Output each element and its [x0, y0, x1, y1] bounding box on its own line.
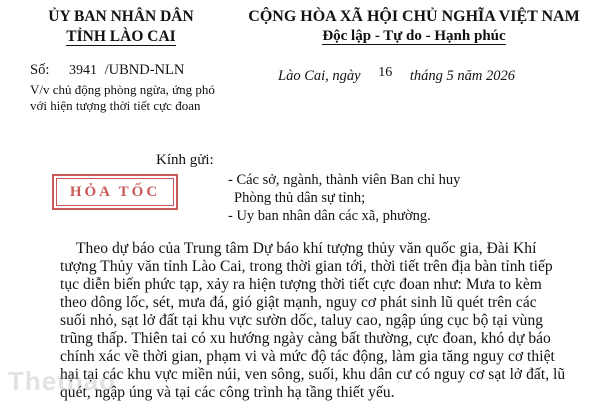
date-suffix: tháng 5 năm 2026: [409, 68, 515, 84]
number-value: 3941: [68, 63, 97, 78]
agency-province: TỈNH LÀO CAI: [66, 28, 176, 45]
body-line: theo dông lốc, sét, mưa đá, gió giật mạnh, nguy cơ phát sinh lũ quét trên các: [60, 294, 537, 311]
nation-motto: [228, 28, 600, 45]
recipient-item: - Các sở, ngành, thành viên Ban chỉ huy: [228, 172, 461, 188]
body-line: Theo dự báo của Trung tâm Dự báo khí tượng thủy văn quốc gia, Đài Khí: [76, 240, 537, 257]
body-line: quét, ngập úng và tại các công trình hạ tầng thiết yếu.: [60, 384, 395, 401]
urgent-stamp: HỎA TỐC: [52, 174, 178, 210]
body-line: tượng Thủy văn tỉnh Lào Cai, trong thời gian tới, thời tiết trên địa bàn tỉnh tiếp: [60, 258, 553, 275]
date-day: 16: [378, 65, 393, 80]
recipient-item-continued: Phòng thủ dân sự tỉnh;: [234, 190, 366, 206]
recipients-label: Kính gửi:: [156, 152, 214, 168]
document-number: [30, 62, 184, 79]
subject-line1: V/v chủ động phòng ngừa, ứng phó: [30, 82, 215, 97]
subject-line2: với hiện tượng thời tiết cực đoan: [30, 98, 201, 113]
body-line: hại tại các khu vực miền núi, ven sông, suối, khu dân cư có nguy cơ sạt lở đất, lũ: [60, 366, 566, 383]
agency-name-line2: [8, 28, 234, 46]
agency-name-line1: ỦY BAN NHÂN DÂN: [48, 8, 194, 25]
number-suffix: /UBND-NLN: [104, 62, 185, 78]
number-label: Số:: [30, 62, 50, 78]
motto-text: Độc lập - Tự do - Hạnh phúc: [322, 28, 506, 44]
issue-date: [278, 65, 515, 85]
body-line: tục diễn biến phức tạp, xảy ra hiện tượng thời tiết cực đoan như: Mưa to kèm: [60, 276, 542, 293]
recipient-item: - Uy ban nhân dân các xã, phường.: [228, 208, 431, 224]
date-prefix: Lào Cai, ngày: [278, 68, 361, 84]
nation-title: CỘNG HÒA XÃ HỘI CHỦ NGHĨA VIỆT NAM: [248, 8, 580, 25]
watermark-logo: Thethao: [8, 366, 117, 396]
body-line: trũng thấp. Thiên tai có xu hướng ngày càng bất thường, cực đoan, khó dự báo: [60, 330, 551, 347]
body-line: chính xác về thời gian, phạm vi và mức độ tác động, làm gia tăng nguy cơ thiệt: [60, 348, 555, 365]
body-line: suối nhỏ, sạt lở đất tại khu vực sườn dốc, taluy cao, ngập úng cục bộ tại vùng: [60, 312, 544, 329]
